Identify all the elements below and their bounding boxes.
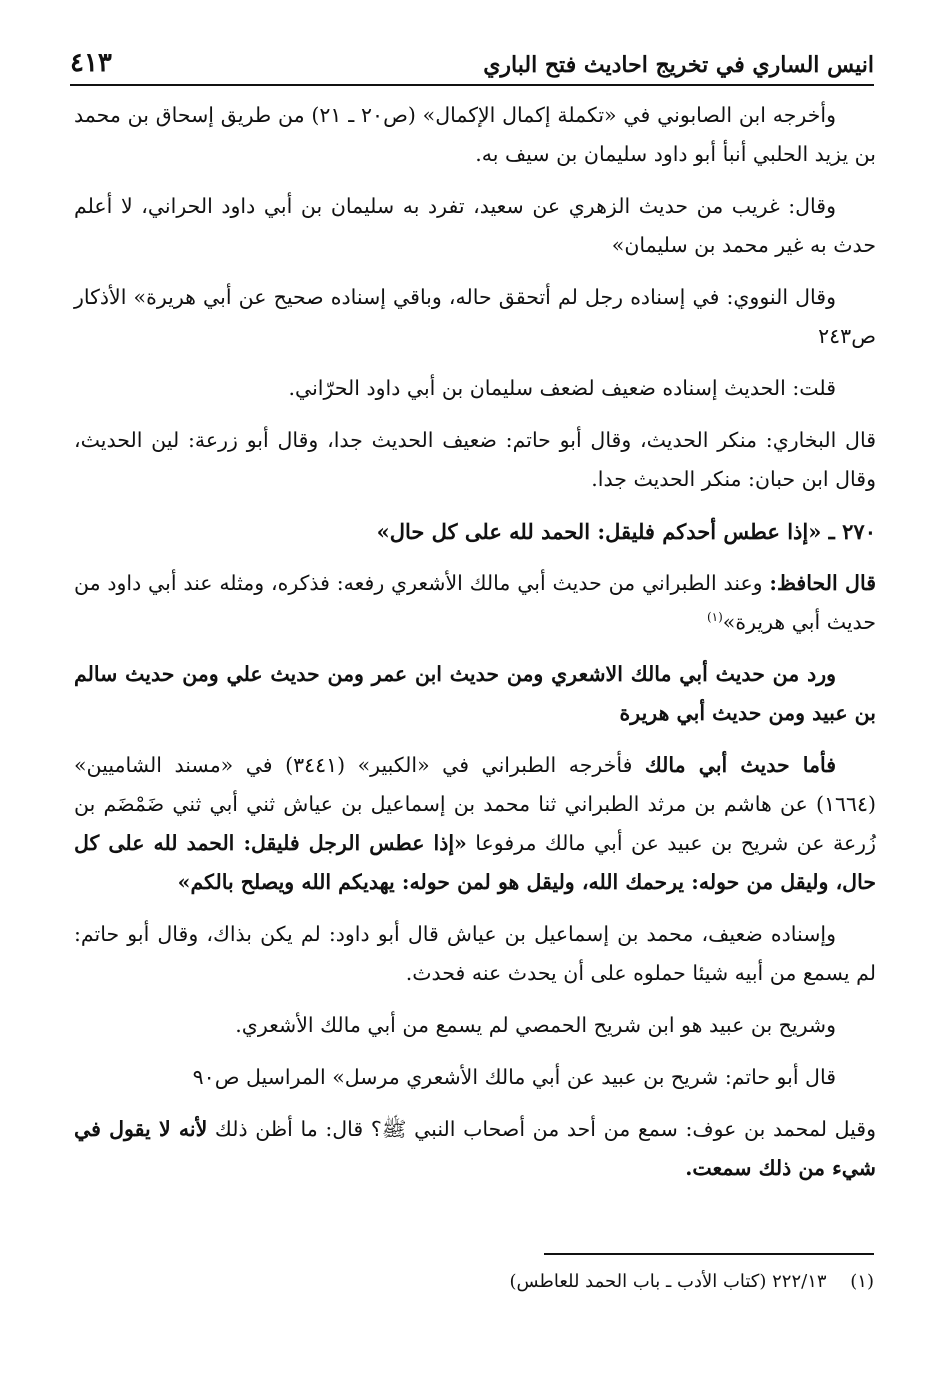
page-header [70,38,874,86]
hadith-270-heading: ٢٧٠ ـ «إذا عطس أحدكم فليقل: الحمد لله على كل حال» [376,519,876,544]
paragraph-nawawi: وقال النووي: في إسناده رجل لم أتحقق حاله، وباقي إسناده صحيح عن أبي هريرة» الأذكار ص٢٤٣ [74,285,876,348]
footnote-text: ٢٢٢/١٣ (كتاب الأدب ـ باب الحمد للعاطس) [509,1271,827,1292]
paragraph-abu-malik [74,746,876,902]
paragraph-gharib: وقال: غريب من حديث الزهري عن سعيد، تفرد به سليمان بن أبي داود الحراني، لا أعلم حدث به غير محمد بن سليمان» [74,194,876,257]
abu-malik-lead: فأما حديث أبي مالك [644,753,836,777]
paragraph-shurayh: وشريح بن عبيد هو ابن شريح الحمصي لم يسمع من أبي مالك الأشعري. [235,1013,836,1037]
page-body [74,96,876,1201]
paragraph-hafiz [74,564,876,642]
footnote-separator [544,1253,874,1255]
paragraph-ibn-awf [74,1110,876,1188]
ibn-awf-conclusion: لأنه لا يقول في شيء من ذلك سمعت. [74,1117,876,1180]
abu-malik-chain: فأخرجه الطبراني في «الكبير» (٣٤٤١) في «مسند الشاميين» (١٦٦٤) عن هاشم بن مرثد الطبراني ثنا محمد بن إسماعيل بن عياش ثني أبي ثني ضَمْضَم بن زُرعة عن شريح بن عبيد عن أبي مالك مرفوعا [74,753,876,855]
running-title: انيس الساري في تخريج احاديث فتح الباري [483,52,874,78]
paragraph-ibn-sabuni: وأخرجه ابن الصابوني في «تكملة إكمال الإكمال» (ص٢٠ ـ ٢١) من طريق إسحاق بن محمد بن يزيد الحلبي أنبأ أبو داود سليمان بن سيف به. [74,103,876,166]
hafiz-text: وعند الطبراني من حديث أبي مالك الأشعري رفعه: فذكره، ومثله عند أبي داود من حديث أبي هريرة» [74,571,876,634]
hafiz-label: قال الحافظ: [769,571,877,595]
paragraph-isnaduhu: وإسناده ضعيف، محمد بن إسماعيل بن عياش قال أبو داود: لم يكن بذاك، وقال أبو حاتم: لم يسمع من أبيه شيئا حملوه على أن يحدث عنه فحدث. [74,922,876,985]
abu-malik-matn: «إذا عطس الرجل فليقل: الحمد لله على كل حال، وليقل من حوله: يرحمك الله، وليقل هو لمن حوله: يهديكم الله ويصلح بالكم» [74,831,876,894]
footnote-ref: (١) [706,610,723,625]
footnote-marker: (١) [850,1271,874,1292]
paragraph-abu-hatim: قال أبو حاتم: شريح بن عبيد عن أبي مالك الأشعري مرسل» المراسيل ص٩٠ [192,1065,836,1089]
ibn-awf-text: وقيل لمحمد بن عوف: سمع من أحد من أصحاب النبي ﷺ؟ قال: ما أظن ذلك [207,1117,876,1141]
paragraph-bukhari: قال البخاري: منكر الحديث، وقال أبو حاتم: ضعيف الحديث جدا، وقال أبو زرعة: لين الحديث، وقال ابن حبان: منكر الحديث جدا. [74,428,876,491]
page-number: ٤١٣ [70,48,112,78]
footnote [74,1268,874,1296]
paragraph-warada: ورد من حديث أبي مالك الاشعري ومن حديث ابن عمر ومن حديث علي ومن حديث سالم بن عبيد ومن حديث أبي هريرة [74,662,876,725]
paragraph-qultu: قلت: الحديث إسناده ضعيف لضعف سليمان بن أبي داود الحرّاني. [288,376,836,400]
